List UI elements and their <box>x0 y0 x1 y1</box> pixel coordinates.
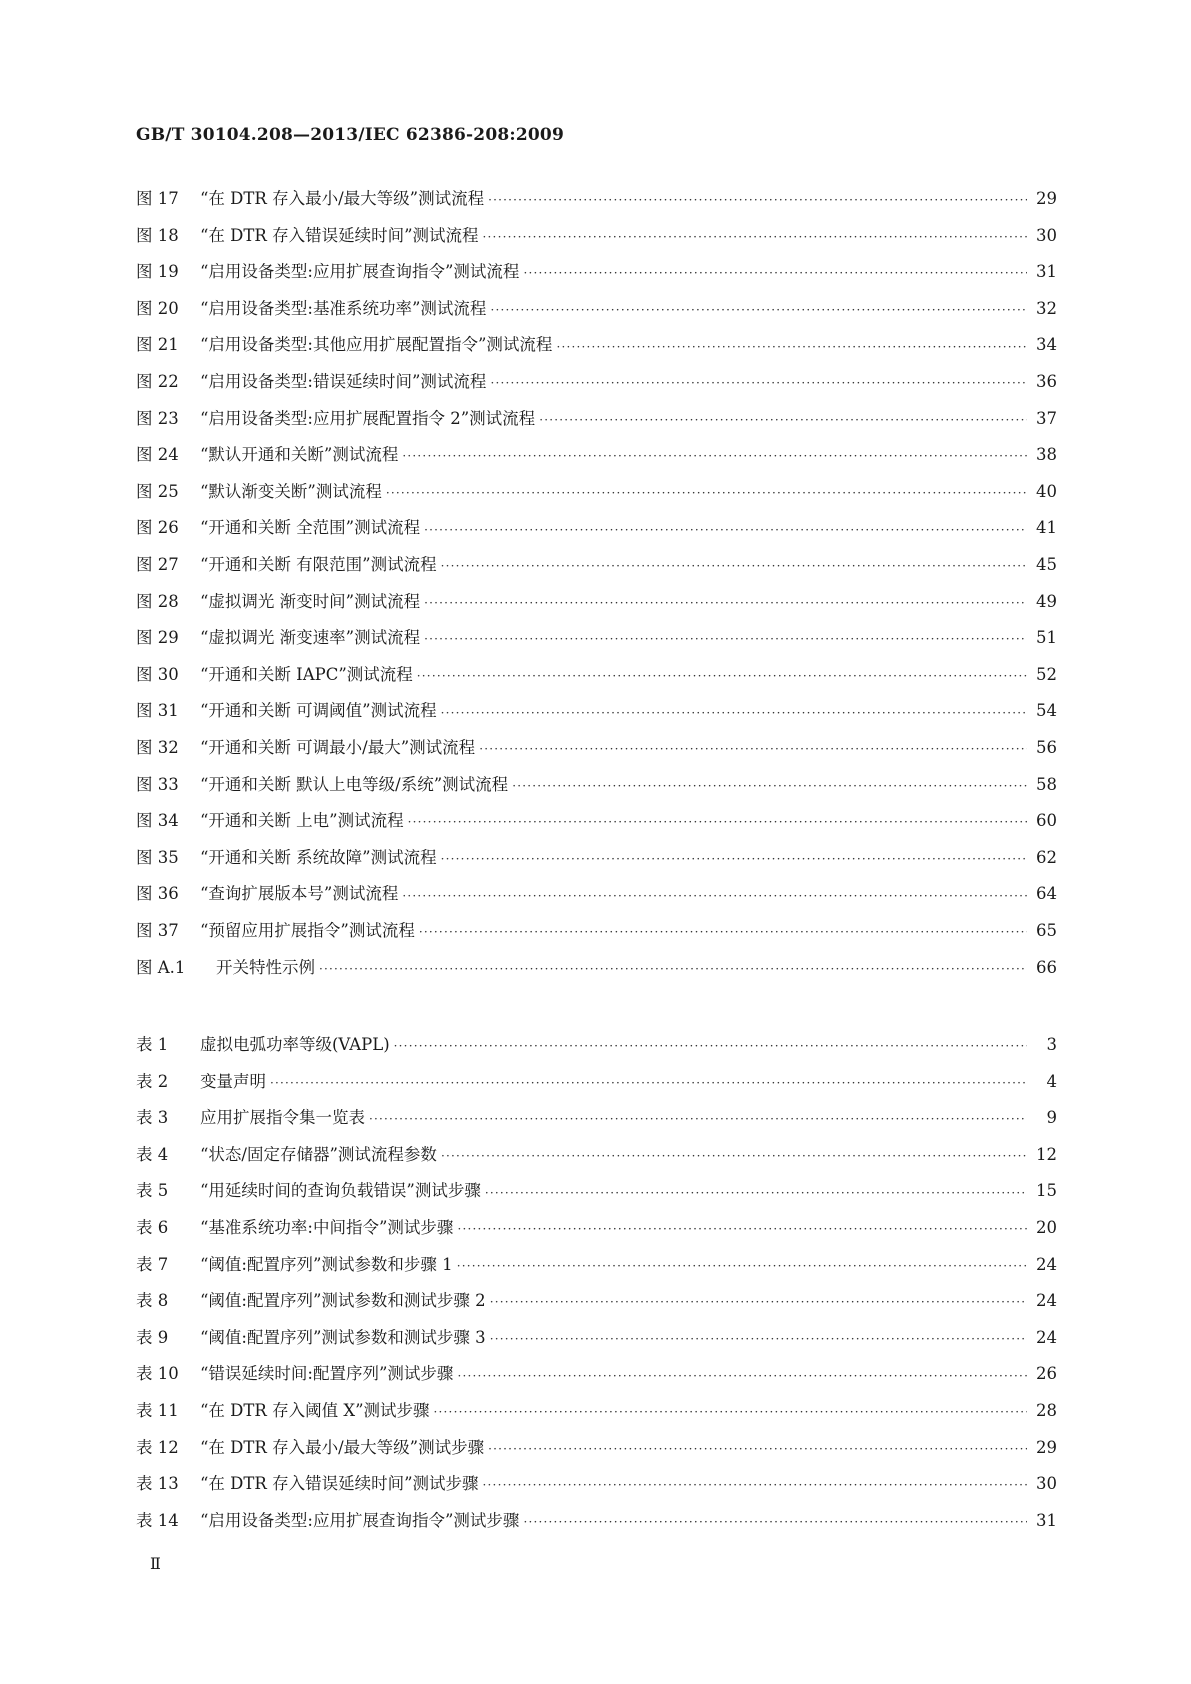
toc-entry-number: 图 37 <box>136 920 179 940</box>
dot-leader <box>424 633 1027 645</box>
toc-entry-title: “开通和关断 默认上电等级/系统”测试流程 <box>200 774 509 794</box>
table-entry[interactable] <box>136 1247 1057 1284</box>
toc-entry-number: 表 5 <box>136 1181 169 1201</box>
toc-entry-label <box>136 337 552 354</box>
toc-entry-label <box>136 1110 365 1127</box>
table-entry[interactable] <box>136 1430 1057 1467</box>
toc-entry-number: 图 19 <box>136 262 179 282</box>
toc-entry-title: “虚拟调光 渐变速率”测试流程 <box>200 628 421 648</box>
toc-entry-label <box>136 1510 520 1530</box>
toc-entry-page: 37 <box>1036 408 1057 428</box>
dot-leader <box>490 1333 1027 1345</box>
toc-entry-number: 图 A.1 <box>136 957 186 977</box>
toc-entry-title: “阈值:配置序列”测试参数和步骤 1 <box>200 1254 453 1274</box>
table-entry[interactable] <box>136 1393 1057 1430</box>
toc-entry-label <box>136 520 420 537</box>
toc-entry-title: “状态/固定存储器”测试流程参数 <box>200 1144 437 1164</box>
toc-entry-number: 表 9 <box>136 1327 169 1347</box>
figure-entry[interactable] <box>136 803 1057 840</box>
toc-entry-title: “查询扩展版本号”测试流程 <box>200 884 399 904</box>
figure-entry[interactable] <box>136 913 1057 950</box>
dot-leader <box>485 1187 1027 1199</box>
toc-entry-title: “开通和关断 IAPC”测试流程 <box>200 664 413 684</box>
dot-leader <box>490 304 1027 316</box>
toc-entry-number: 图 29 <box>136 628 179 648</box>
figure-entry[interactable] <box>136 474 1057 511</box>
document-standard-id: GB/T 30104.208—2013/IEC 62386-208:2009 <box>136 125 564 145</box>
toc-entry-number: 图 20 <box>136 298 179 318</box>
toc-entry-title: “默认开通和关断”测试流程 <box>200 445 399 465</box>
toc-entry-title: “开通和关断 可调阈值”测试流程 <box>200 701 437 721</box>
toc-entry-number: 图 27 <box>136 554 179 574</box>
toc-entry-label <box>136 703 437 720</box>
toc-entry-page: 32 <box>1036 298 1057 318</box>
toc-entry-number: 表 10 <box>136 1364 179 1384</box>
toc-entry-page: 45 <box>1036 554 1057 574</box>
toc-entry-label <box>136 886 398 903</box>
dot-leader <box>523 1516 1027 1528</box>
toc-entry-label <box>136 1183 481 1200</box>
toc-entry-page: 38 <box>1036 445 1057 465</box>
table-entry[interactable] <box>136 1100 1057 1137</box>
dot-leader <box>402 450 1027 462</box>
toc-entry-label <box>136 1400 430 1420</box>
toc-entry-label <box>136 1366 453 1383</box>
dot-leader <box>488 1443 1027 1455</box>
dot-leader <box>434 1406 1027 1418</box>
figure-entry[interactable] <box>136 254 1057 291</box>
toc-entry-title: 虚拟电弧功率等级(VAPL) <box>200 1035 390 1055</box>
dot-leader <box>394 1040 1027 1052</box>
toc-entry-title: “虚拟调光 渐变时间”测试流程 <box>200 591 421 611</box>
toc-entry-label <box>136 630 420 647</box>
toc-entry-number: 表 6 <box>136 1218 169 1238</box>
toc-entry-number: 图 31 <box>136 701 179 721</box>
toc-entry-title: “在 DTR 存入错误延续时间”测试流程 <box>200 225 479 245</box>
toc-entry-title: “在 DTR 存入错误延续时间”测试步骤 <box>200 1474 479 1494</box>
dot-leader <box>424 597 1027 609</box>
toc-entry-label <box>136 1037 390 1054</box>
toc-entry-number: 图 26 <box>136 518 179 538</box>
toc-entry-number: 表 2 <box>136 1071 169 1091</box>
toc-entry-title: “默认渐变关断”测试流程 <box>200 481 382 501</box>
figure-entry[interactable] <box>136 584 1057 621</box>
toc-entry-label <box>136 481 382 501</box>
figure-entry[interactable] <box>136 181 1057 218</box>
toc-entry-page: 54 <box>1036 701 1057 721</box>
dot-leader <box>483 231 1027 243</box>
toc-entry-page: 30 <box>1036 1474 1057 1494</box>
dot-leader <box>386 487 1027 499</box>
toc-entry-number: 表 3 <box>136 1108 169 1128</box>
toc-entry-page: 58 <box>1036 774 1057 794</box>
toc-entry-number: 图 25 <box>136 481 179 501</box>
toc-entry-label <box>136 664 413 684</box>
toc-entry-label <box>136 298 487 318</box>
dot-leader <box>483 1479 1027 1491</box>
toc-entry-page: 15 <box>1036 1181 1057 1201</box>
dot-leader <box>441 707 1027 719</box>
dot-leader <box>441 1150 1027 1162</box>
toc-entry-label <box>136 1327 486 1347</box>
toc-entry-title: “启用设备类型:其他应用扩展配置指令”测试流程 <box>200 335 553 355</box>
toc-entry-label <box>136 264 519 281</box>
toc-entry-page: 20 <box>1036 1218 1057 1238</box>
toc-entry-title: “启用设备类型:应用扩展查询指令”测试步骤 <box>200 1510 520 1530</box>
table-list <box>136 1027 1057 1539</box>
toc-entry-title: “在 DTR 存入阈值 X”测试步骤 <box>200 1400 430 1420</box>
dot-leader <box>512 780 1027 792</box>
toc-entry-label <box>136 374 486 391</box>
toc-entry-page: 56 <box>1036 737 1057 757</box>
figure-entry[interactable] <box>136 327 1057 364</box>
dot-leader <box>490 1296 1027 1308</box>
toc-entry-page: 9 <box>1046 1108 1057 1128</box>
figure-entry[interactable] <box>136 291 1057 328</box>
toc-entry-label <box>136 737 476 757</box>
toc-entry-page: 4 <box>1046 1071 1057 1091</box>
toc-entry-number: 图 21 <box>136 335 179 355</box>
toc-entry-number: 图 28 <box>136 591 179 611</box>
toc-entry-label <box>136 447 398 464</box>
toc-entry-page: 24 <box>1036 1291 1057 1311</box>
toc-entry-number: 表 11 <box>136 1400 179 1420</box>
toc-entry-title: 开关特性示例 <box>216 957 315 977</box>
toc-entry-page: 26 <box>1036 1364 1057 1384</box>
table-entry[interactable] <box>136 1173 1057 1210</box>
toc-entry-number: 表 12 <box>136 1437 179 1457</box>
toc-entry-page: 66 <box>1036 957 1057 977</box>
toc-entry-title: “在 DTR 存入最小/最大等级”测试流程 <box>200 189 485 209</box>
toc-entry-number: 图 18 <box>136 225 179 245</box>
toc-entry-page: 51 <box>1036 628 1057 648</box>
toc-entry-label <box>136 920 415 940</box>
toc-entry-label <box>136 774 509 794</box>
figure-entry[interactable] <box>136 876 1057 913</box>
toc-entry-page: 24 <box>1036 1327 1057 1347</box>
toc-entry-page: 64 <box>1036 884 1057 904</box>
figure-entry[interactable] <box>136 218 1057 255</box>
toc-entry-page: 12 <box>1036 1144 1057 1164</box>
toc-entry-title: “开通和关断 全范围”测试流程 <box>200 518 421 538</box>
table-entry[interactable] <box>136 1210 1057 1247</box>
toc-entry-label <box>136 1220 453 1237</box>
figure-entry[interactable] <box>136 840 1057 877</box>
figure-entry[interactable] <box>136 620 1057 657</box>
toc-entry-label <box>136 813 404 830</box>
toc-entry-number: 图 22 <box>136 372 179 392</box>
toc-entry-number: 表 8 <box>136 1291 169 1311</box>
toc-entry-page: 41 <box>1036 518 1057 538</box>
toc-entry-page: 29 <box>1036 189 1057 209</box>
toc-entry-page: 62 <box>1036 847 1057 867</box>
toc-entry-title: “阈值:配置序列”测试参数和测试步骤 3 <box>200 1327 486 1347</box>
table-entry[interactable] <box>136 1356 1057 1393</box>
toc-entry-title: “用延续时间的查询负载错误”测试步骤 <box>200 1181 481 1201</box>
toc-entry-label <box>136 957 315 977</box>
page-number: Ⅱ <box>150 1554 161 1573</box>
figure-entry[interactable] <box>136 437 1057 474</box>
toc-entry-page: 28 <box>1036 1400 1057 1420</box>
toc-entry-label <box>136 191 484 208</box>
toc-entry-label <box>136 591 421 611</box>
toc-entry-title: “预留应用扩展指令”测试流程 <box>200 920 415 940</box>
toc-entry-label <box>136 1144 437 1164</box>
toc-entry-title: “启用设备类型:错误延续时间”测试流程 <box>200 372 487 392</box>
toc-entry-number: 图 33 <box>136 774 179 794</box>
dot-leader <box>424 524 1027 536</box>
toc-entry-title: “阈值:配置序列”测试参数和测试步骤 2 <box>200 1291 486 1311</box>
toc-entry-label <box>136 408 536 428</box>
toc-entry-page: 65 <box>1036 920 1057 940</box>
toc-entry-page: 31 <box>1036 1510 1057 1530</box>
toc-entry-label <box>136 554 437 574</box>
toc-entry-number: 表 1 <box>136 1035 169 1055</box>
dot-leader <box>319 963 1027 975</box>
toc-entry-number: 图 17 <box>136 189 179 209</box>
toc-entry-label <box>136 1293 486 1310</box>
figure-entry[interactable] <box>136 547 1057 584</box>
toc-entry-page: 36 <box>1036 372 1057 392</box>
dot-leader <box>490 377 1027 389</box>
figure-entry[interactable] <box>136 949 1057 986</box>
toc-entry-number: 图 34 <box>136 811 179 831</box>
toc-entry-title: “启用设备类型:应用扩展查询指令”测试流程 <box>200 262 520 282</box>
toc-entry-number: 图 32 <box>136 737 179 757</box>
dot-leader <box>556 341 1027 353</box>
toc-entry-number: 表 14 <box>136 1510 179 1530</box>
toc-entry-title: “开通和关断 可调最小/最大”测试流程 <box>200 737 476 757</box>
table-entry[interactable] <box>136 1064 1057 1101</box>
toc-entry-number: 图 36 <box>136 884 179 904</box>
dot-leader <box>457 1260 1027 1272</box>
figure-entry[interactable] <box>136 401 1057 438</box>
dot-leader <box>488 194 1027 206</box>
dot-leader <box>369 1113 1027 1125</box>
figure-entry[interactable] <box>136 364 1057 401</box>
table-entry[interactable] <box>136 1283 1057 1320</box>
toc-entry-title: “启用设备类型:应用扩展配置指令 2”测试流程 <box>200 408 536 428</box>
table-entry[interactable] <box>136 1320 1057 1357</box>
toc-entry-page: 52 <box>1036 664 1057 684</box>
figure-entry[interactable] <box>136 767 1057 804</box>
toc-entry-page: 49 <box>1036 591 1057 611</box>
toc-entry-label <box>136 225 479 245</box>
toc-entry-label <box>136 1254 453 1274</box>
toc-entry-title: 应用扩展指令集一览表 <box>200 1108 365 1128</box>
toc-entry-number: 图 23 <box>136 408 179 428</box>
figure-entry[interactable] <box>136 657 1057 694</box>
toc-entry-title: “开通和关断 系统故障”测试流程 <box>200 847 437 867</box>
toc-entry-page: 30 <box>1036 225 1057 245</box>
toc-entry-number: 表 4 <box>136 1144 169 1164</box>
dot-leader <box>417 670 1027 682</box>
toc-entry-label <box>136 1476 479 1493</box>
figure-entry[interactable] <box>136 510 1057 547</box>
toc-entry-label <box>136 847 437 867</box>
toc-entry-title: “在 DTR 存入最小/最大等级”测试步骤 <box>200 1437 485 1457</box>
dot-leader <box>441 853 1027 865</box>
toc-entry-title: “开通和关断 上电”测试流程 <box>200 811 404 831</box>
toc-entry-page: 34 <box>1036 335 1057 355</box>
table-entry[interactable] <box>136 1466 1057 1503</box>
toc-entry-number: 图 30 <box>136 664 179 684</box>
table-entry[interactable] <box>136 1137 1057 1174</box>
toc-entry-page: 24 <box>1036 1254 1057 1274</box>
figure-list <box>136 181 1057 986</box>
toc-entry-number: 表 13 <box>136 1474 179 1494</box>
figure-entry[interactable] <box>136 730 1057 767</box>
figure-entry[interactable] <box>136 693 1057 730</box>
dot-leader <box>457 1370 1027 1382</box>
dot-leader <box>402 890 1027 902</box>
toc-entry-page: 31 <box>1036 262 1057 282</box>
dot-leader <box>419 926 1027 938</box>
table-entry[interactable] <box>136 1027 1057 1064</box>
toc-entry-number: 图 24 <box>136 445 179 465</box>
toc-entry-label <box>136 1437 485 1457</box>
dot-leader <box>457 1223 1027 1235</box>
toc-entry-number: 表 7 <box>136 1254 169 1274</box>
toc-entry-title: “启用设备类型:基准系统功率”测试流程 <box>200 298 487 318</box>
toc-entry-title: “错误延续时间:配置序列”测试步骤 <box>200 1364 454 1384</box>
dot-leader <box>408 816 1027 828</box>
dot-leader <box>539 414 1027 426</box>
toc-entry-title: “开通和关断 有限范围”测试流程 <box>200 554 437 574</box>
dot-leader <box>441 560 1027 572</box>
toc-entry-page: 60 <box>1036 811 1057 831</box>
dot-leader <box>523 267 1027 279</box>
table-entry[interactable] <box>136 1503 1057 1540</box>
toc-entry-title: “基准系统功率:中间指令”测试步骤 <box>200 1218 454 1238</box>
toc-entry-title: 变量声明 <box>200 1071 266 1091</box>
dot-leader <box>479 743 1027 755</box>
toc-entry-number: 图 35 <box>136 847 179 867</box>
toc-entry-page: 29 <box>1036 1437 1057 1457</box>
dot-leader <box>270 1077 1027 1089</box>
toc-entry-page: 40 <box>1036 481 1057 501</box>
toc-entry-page: 3 <box>1046 1035 1057 1055</box>
toc-entry-label <box>136 1071 266 1091</box>
